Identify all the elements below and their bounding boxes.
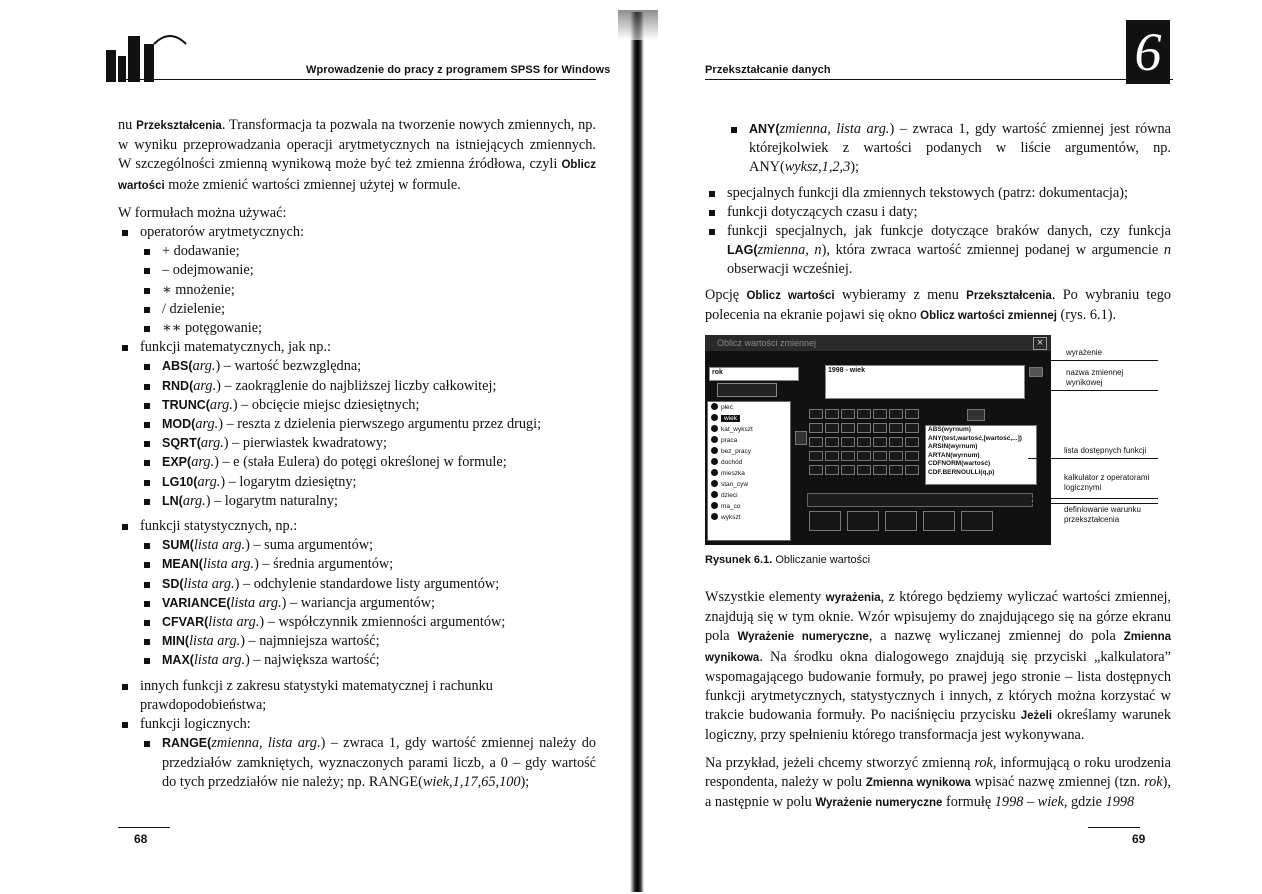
function-name: VARIANCE( — [162, 595, 231, 610]
function-arg: zmienna, lista arg. — [779, 121, 890, 137]
calculator-key[interactable] — [905, 451, 919, 461]
function-name: RND( — [162, 378, 194, 393]
calculator-key[interactable] — [873, 465, 887, 475]
list-text: funkcji dotyczących czasu i daty; — [727, 203, 918, 220]
text: – zwraca 1, gdy wartość zmiennej należy do przedziałów zamkniętych, wyznaczonych parami liczb, a 0 – gdy wartość do tych przedziałów nie należy; np. RANGE( — [162, 735, 596, 790]
list-item — [140, 492, 596, 511]
list-item: + dodawanie; — [140, 242, 596, 261]
calculator-key[interactable] — [857, 465, 871, 475]
calculator-key[interactable] — [809, 451, 823, 461]
calculator-key[interactable] — [905, 465, 919, 475]
list-item — [140, 396, 596, 415]
calculator-key[interactable] — [905, 437, 919, 447]
list-item — [118, 677, 596, 715]
text: – wartość bezwzględna; — [220, 358, 362, 375]
cancel-button[interactable] — [923, 511, 955, 531]
variable-label: dzieci — [721, 492, 738, 499]
example-paragraph — [705, 754, 1171, 814]
function-name: MOD( — [162, 417, 196, 432]
menu-label: Jeżeli — [1020, 710, 1053, 723]
option-paragraph — [705, 286, 1171, 326]
text: ) — [220, 473, 226, 490]
variable-label: praca — [721, 437, 738, 444]
calculator-key[interactable] — [857, 423, 871, 433]
list-item: / dzielenie; — [140, 300, 596, 319]
function-arg: lista arg. — [193, 652, 246, 669]
text: – odchylenie standardowe listy argumentów; — [239, 575, 500, 592]
menu-label: Zmienna wynikowa — [865, 776, 971, 789]
formula: 1998 — [1105, 794, 1135, 811]
text: funkcji specjalnych, jak funkcje dotyczące braków danych, czy funkcja — [727, 223, 1171, 240]
text: ) — [281, 594, 287, 611]
list-item — [140, 651, 596, 670]
calculator-key[interactable] — [825, 409, 839, 419]
text: ) — [889, 121, 895, 137]
function-arg: lista arg. — [202, 556, 255, 573]
text: – reszta z dzielenia pierwszego argumentu przez drugi; — [223, 416, 542, 433]
compute-variable-dialog — [705, 335, 1051, 545]
list-heading: operatorów arytmetycznych: — [140, 224, 304, 241]
list-item — [140, 473, 596, 492]
text: , z którego będziemy wyliczać wartości zmiennej, znajdują się w tym oknie. Wzór wpisujemy do znajdującego się na górze ekranu pola — [705, 589, 1171, 645]
figure-caption — [705, 554, 870, 566]
menu-label: Wyrażenie numeryczne — [737, 631, 869, 644]
text: ), a następnie w polu — [705, 773, 1171, 811]
function-item[interactable]: ANY(test,wartość,[wartość,...]) — [928, 434, 1022, 442]
formula-element-list — [118, 223, 596, 792]
variable-label: dochód — [721, 459, 743, 466]
text: ) — [234, 575, 240, 592]
function-item[interactable]: CDF.BERNOULLI(q,p) — [928, 468, 995, 476]
function-item[interactable]: ARSIN(wyrnum) — [928, 443, 978, 450]
help-button[interactable] — [961, 511, 993, 531]
if-condition-button[interactable] — [807, 493, 1033, 507]
calculator-key[interactable] — [857, 437, 871, 447]
list-heading: funkcji logicznych: — [140, 716, 251, 733]
text: – logarytm naturalny; — [210, 492, 338, 509]
operator-list — [140, 242, 596, 338]
calculator-key[interactable] — [809, 409, 823, 419]
function-arg: arg. — [182, 492, 206, 509]
callout-line — [1028, 458, 1158, 459]
list-text: specjalnych funkcji dla zmiennych tekstowych (patrz: dokumentacja); — [727, 184, 1128, 201]
right-page — [648, 0, 1262, 894]
left-body — [118, 116, 596, 792]
text: ) — [259, 614, 265, 631]
list-heading: funkcji statystycznych, np.: — [140, 518, 298, 535]
text: ) — [240, 633, 245, 650]
variable-icon — [711, 491, 718, 498]
list-text: innych funkcji z zakresu statystyki matematycznej i rachunku prawdopodobieństwa; — [140, 677, 493, 713]
page-number: 69 — [1132, 832, 1146, 846]
text: . Transformacja ta pozwala na tworzenie nowych zmiennych, np. w wyniku przeprowadzania operacji arytmetycznych na istniejących zmiennych. W szczególności zmienną wynikową może być też zmienna źródłowa, czyli — [118, 117, 597, 173]
running-header: Przekształcanie danych — [705, 64, 831, 76]
variable-item[interactable] — [708, 468, 790, 479]
function-name: ABS( — [162, 359, 193, 374]
list-item — [727, 120, 1171, 178]
variable-label: mieszka — [721, 470, 745, 477]
move-function-button[interactable] — [967, 409, 985, 421]
variable-item[interactable] — [708, 512, 790, 523]
function-name: LAG( — [727, 243, 758, 258]
right-body-bottom — [705, 588, 1171, 813]
function-arg: n — [1163, 242, 1171, 259]
calculator-key[interactable] — [825, 437, 839, 447]
variable-list[interactable] — [707, 401, 791, 541]
callout-functions: lista dostępnych funkcji — [1064, 446, 1147, 455]
list-item — [140, 575, 596, 594]
variable-item[interactable] — [708, 501, 790, 512]
menu-label: Zmienna wynikowa — [705, 631, 1171, 664]
target-variable-field[interactable]: rok — [709, 367, 799, 381]
function-arg: arg. — [195, 416, 219, 433]
page-number-rule — [118, 827, 170, 828]
function-name: MEAN( — [162, 557, 203, 572]
calculator-key[interactable] — [889, 451, 903, 461]
text: ) — [821, 242, 827, 259]
function-name: MIN( — [162, 634, 190, 649]
list-item — [140, 357, 596, 376]
calculator-key[interactable] — [873, 423, 887, 433]
callout-line — [1028, 503, 1158, 504]
calculator-key[interactable] — [905, 409, 919, 419]
variable-label: stan_cyw — [721, 481, 749, 488]
text: wybieramy z menu — [834, 286, 967, 303]
list-item: – odejmowanie; — [140, 261, 596, 280]
variable-icon — [711, 447, 718, 454]
text: ) — [214, 454, 219, 471]
publisher-logo — [100, 22, 190, 84]
list-item — [140, 555, 596, 574]
list-item — [140, 734, 596, 792]
function-arg: arg. — [200, 435, 224, 452]
caption-label: Rysunek 6.1. — [705, 554, 773, 566]
text: – obcięcie miejsc dziesiętnych; — [237, 396, 420, 413]
text: , a nazwę wyliczanej zmiennej do pola — [868, 628, 1124, 645]
text: – logarytm dziesiętny; — [225, 473, 357, 490]
reset-button[interactable] — [885, 511, 917, 531]
callout-target: nazwa zmiennej wynikowej — [1066, 368, 1124, 387]
function-name: TRUNC( — [162, 397, 210, 412]
text: – wariancja argumentów; — [286, 594, 436, 611]
paste-button[interactable] — [847, 511, 879, 531]
variable-item[interactable] — [708, 413, 790, 424]
ok-button[interactable] — [809, 511, 841, 531]
list-item — [118, 338, 596, 511]
variable-item[interactable] — [708, 479, 790, 490]
function-name: LN( — [162, 493, 183, 508]
callout-calculator: kalkulator z operatorami logicznymi — [1064, 473, 1150, 492]
function-list-continued — [705, 120, 1171, 280]
text: wpisać nazwę zmiennej (tzn. — [970, 773, 1145, 790]
list-item — [118, 715, 596, 792]
function-arg: arg. — [197, 473, 221, 490]
text: . Na środku okna dialogowego znajdują się przyciski „kalkulatora” wspomagającego budowanie formuły, po prawej jego stronie – lista dostępnych funkcji arytmetycznych, statystycznych i innych, z których można korzystać w trakcie budowania formuły. Po naciśnięciu przycisku — [705, 648, 1171, 724]
calculator-key[interactable] — [873, 451, 887, 461]
text: – suma argumentów; — [249, 537, 374, 554]
text: ) — [218, 416, 223, 433]
menu-label: Oblicz wartości — [746, 289, 835, 302]
calculator-key[interactable] — [889, 423, 903, 433]
text: – najmniejsza wartość; — [244, 633, 380, 650]
text: ); — [520, 773, 530, 790]
callout-line — [1028, 360, 1158, 361]
book-gutter — [630, 12, 644, 892]
text: (rys. 6.1). — [1056, 306, 1117, 323]
list-item — [140, 594, 596, 613]
variable-item[interactable] — [708, 435, 790, 446]
variable-item[interactable] — [708, 402, 790, 413]
function-list[interactable] — [925, 425, 1037, 485]
menu-label: Oblicz wartości — [118, 159, 596, 192]
text: , gdzie — [1063, 794, 1106, 811]
calculator-key[interactable] — [809, 423, 823, 433]
list-item: ∗ mnożenie; — [140, 281, 596, 300]
function-arg: lista arg. — [183, 575, 235, 592]
type-label-button[interactable] — [717, 383, 777, 397]
text: ) — [245, 537, 250, 554]
logic-function-list — [140, 734, 596, 792]
function-name: RANGE( — [162, 736, 212, 751]
intro-paragraph — [118, 116, 596, 196]
variable-item[interactable] — [708, 424, 790, 435]
list-item: ∗∗ potęgowanie; — [140, 319, 596, 338]
menu-label: Przekształcenia — [966, 289, 1052, 302]
menu-label: Oblicz wartości zmiennej — [920, 309, 1057, 322]
calculator-key[interactable] — [873, 437, 887, 447]
caption-text: Obliczanie wartości — [772, 554, 871, 566]
variable-label: wykszt — [721, 514, 741, 521]
function-arg: zmienna, n — [757, 242, 822, 259]
function-arg: lista arg. — [230, 594, 282, 611]
list-heading: funkcji matematycznych, jak np.: — [140, 339, 331, 356]
callout-line — [1028, 498, 1158, 499]
list-item — [140, 536, 596, 555]
scroll-arrow[interactable] — [1029, 367, 1043, 377]
text: – e (stała Eulera) do potęgi określonej w formule; — [218, 454, 507, 471]
variable-icon — [711, 513, 718, 520]
text: ) — [245, 652, 250, 669]
text: . Po wybraniu tego polecenia na ekranie pojawi się okno — [705, 286, 1172, 323]
text: ); — [850, 159, 860, 176]
right-body-top — [705, 120, 1171, 326]
text: , informującą o roku urodzenia respondenta, należy w polu — [705, 754, 1171, 790]
calculator-key[interactable] — [841, 437, 855, 447]
function-arg: zmienna, lista arg. — [211, 735, 321, 752]
text: – pierwiastek kwadratowy; — [228, 435, 387, 452]
left-page — [0, 0, 628, 894]
calculator-key[interactable] — [809, 437, 823, 447]
function-name: MAX( — [162, 653, 194, 668]
text: ) — [320, 735, 326, 752]
running-header: Wprowadzenie do pracy z programem SPSS for Windows — [306, 64, 611, 76]
list-item — [140, 453, 596, 472]
function-item[interactable]: CDFNORM(wartość) — [928, 460, 991, 467]
list-item — [705, 203, 1171, 222]
function-name: EXP( — [162, 455, 192, 470]
list-item — [140, 613, 596, 632]
variable-icon — [711, 403, 718, 410]
function-arg: arg. — [193, 377, 217, 394]
move-variable-button[interactable] — [795, 431, 807, 445]
callout-condition: definiowanie warunku przekształcenia — [1064, 505, 1141, 524]
text: określamy warunek logiczny, przy spełnieniu którego transformacja jest wykonywana. — [705, 707, 1171, 744]
variable-name: rok — [974, 754, 993, 771]
list-item — [140, 415, 596, 434]
function-arg: arg. — [192, 358, 216, 375]
text: – zaokrąglenie do najbliższej liczby całkowitej; — [220, 377, 497, 394]
list-item — [140, 434, 596, 453]
text: – współczynnik zmienności argumentów; — [264, 614, 506, 631]
calculator-key[interactable] — [873, 409, 887, 419]
elements-paragraph — [705, 588, 1171, 746]
text: Na przykład, jeżeli chcemy stworzyć zmienną — [705, 754, 975, 771]
dialog-title-bar: Oblicz wartości zmiennej — [705, 335, 1051, 351]
variable-label: bez_pracy — [721, 448, 751, 455]
text: nu — [118, 117, 137, 133]
variable-icon — [711, 436, 718, 443]
stat-function-list — [140, 536, 596, 670]
variable-label: kat_wykszt — [721, 426, 753, 433]
text: formułę — [942, 794, 995, 811]
calculator-key[interactable] — [889, 465, 903, 475]
text: Opcję — [705, 286, 747, 303]
menu-label: Przekształcenia — [136, 120, 222, 132]
menu-label: Wyrażenie numeryczne — [815, 797, 943, 810]
page-number: 68 — [134, 832, 148, 846]
function-arg: lista arg. — [208, 614, 260, 631]
function-arg: lista arg. — [193, 537, 246, 554]
list-item — [118, 517, 596, 671]
variable-item[interactable] — [708, 446, 790, 457]
formula-intro: W formułach można używać: — [118, 204, 287, 221]
function-name: ANY( — [749, 122, 780, 136]
function-name: SD( — [162, 576, 184, 591]
text: ) — [232, 396, 238, 413]
calculator-key[interactable] — [905, 423, 919, 433]
text: ) — [223, 435, 229, 452]
function-name: SQRT( — [162, 436, 201, 451]
header-rule — [118, 79, 596, 80]
page-number-rule — [1088, 827, 1140, 828]
formula: 1998 – wiek — [994, 794, 1064, 811]
text: , która zwraca wartość zmiennej podanej w argumencie — [826, 242, 1164, 259]
calculator-key[interactable] — [825, 451, 839, 461]
list-item — [140, 377, 596, 396]
calculator-key[interactable] — [825, 423, 839, 433]
calculator-key[interactable] — [841, 465, 855, 475]
calculator-key[interactable] — [809, 465, 823, 475]
math-function-list — [140, 357, 596, 511]
text: Wszystkie elementy — [705, 589, 826, 605]
function-name: SUM( — [162, 538, 194, 553]
callout-line — [1028, 390, 1158, 391]
text: ) — [205, 492, 211, 509]
callout-expression: wyrażenie — [1066, 348, 1103, 357]
function-arg: arg. — [191, 454, 215, 471]
variable-item[interactable] — [708, 457, 790, 468]
calculator-key[interactable] — [825, 465, 839, 475]
text: może zmienić wartości zmiennej użytej w formule. — [164, 176, 461, 193]
calculator-key[interactable] — [841, 451, 855, 461]
calculator-pad — [809, 407, 921, 483]
calculator-key[interactable] — [889, 409, 903, 419]
text: ) — [216, 377, 221, 394]
variable-icon — [711, 414, 718, 421]
calculator-key[interactable] — [841, 423, 855, 433]
variable-label: ma_co — [721, 503, 741, 510]
calculator-key[interactable] — [841, 409, 855, 419]
list-item — [118, 223, 596, 338]
example: wyksz,1,2,3 — [784, 159, 851, 176]
text: ) — [254, 556, 259, 573]
variable-icon — [711, 425, 718, 432]
numeric-expression-field[interactable]: 1998 - wiek — [825, 365, 1025, 399]
list-item — [705, 184, 1171, 203]
close-icon[interactable]: × — [1033, 337, 1047, 350]
menu-label: wyrażenia — [825, 592, 881, 604]
variable-icon — [711, 469, 718, 476]
variable-name: rok — [1144, 773, 1163, 790]
function-name: CFVAR( — [162, 615, 209, 630]
function-arg: arg. — [209, 396, 233, 413]
function-arg: lista arg. — [189, 633, 241, 650]
header-rule — [705, 79, 1173, 80]
calculator-key[interactable] — [857, 409, 871, 419]
calculator-key[interactable] — [889, 437, 903, 447]
variable-item[interactable] — [708, 490, 790, 501]
function-name: LG10( — [162, 474, 198, 489]
text: – średnia argumentów; — [258, 556, 394, 573]
variable-label: płeć — [721, 404, 733, 411]
variable-icon — [711, 502, 718, 509]
function-item[interactable]: ARTAN(wyrnum) — [928, 451, 980, 459]
example: wiek,1,17,65,100 — [422, 773, 521, 790]
function-item[interactable]: ABS(wyrnum) — [928, 426, 971, 433]
variable-icon — [711, 480, 718, 487]
text: obserwacji wcześniej. — [727, 261, 853, 278]
text: – zwraca 1, gdy wartość zmiennej jest równa którejkolwiek z wartości podanych w liście argumentów, np. ANY( — [749, 121, 1171, 176]
variable-icon — [711, 458, 718, 465]
list-item — [140, 632, 596, 651]
list-item — [705, 222, 1171, 280]
chapter-number-badge: 6 — [1126, 20, 1170, 84]
text: ) — [215, 358, 221, 375]
calculator-key[interactable] — [857, 451, 871, 461]
variable-label: wiek — [721, 415, 740, 422]
text: – największa wartość; — [249, 652, 380, 669]
